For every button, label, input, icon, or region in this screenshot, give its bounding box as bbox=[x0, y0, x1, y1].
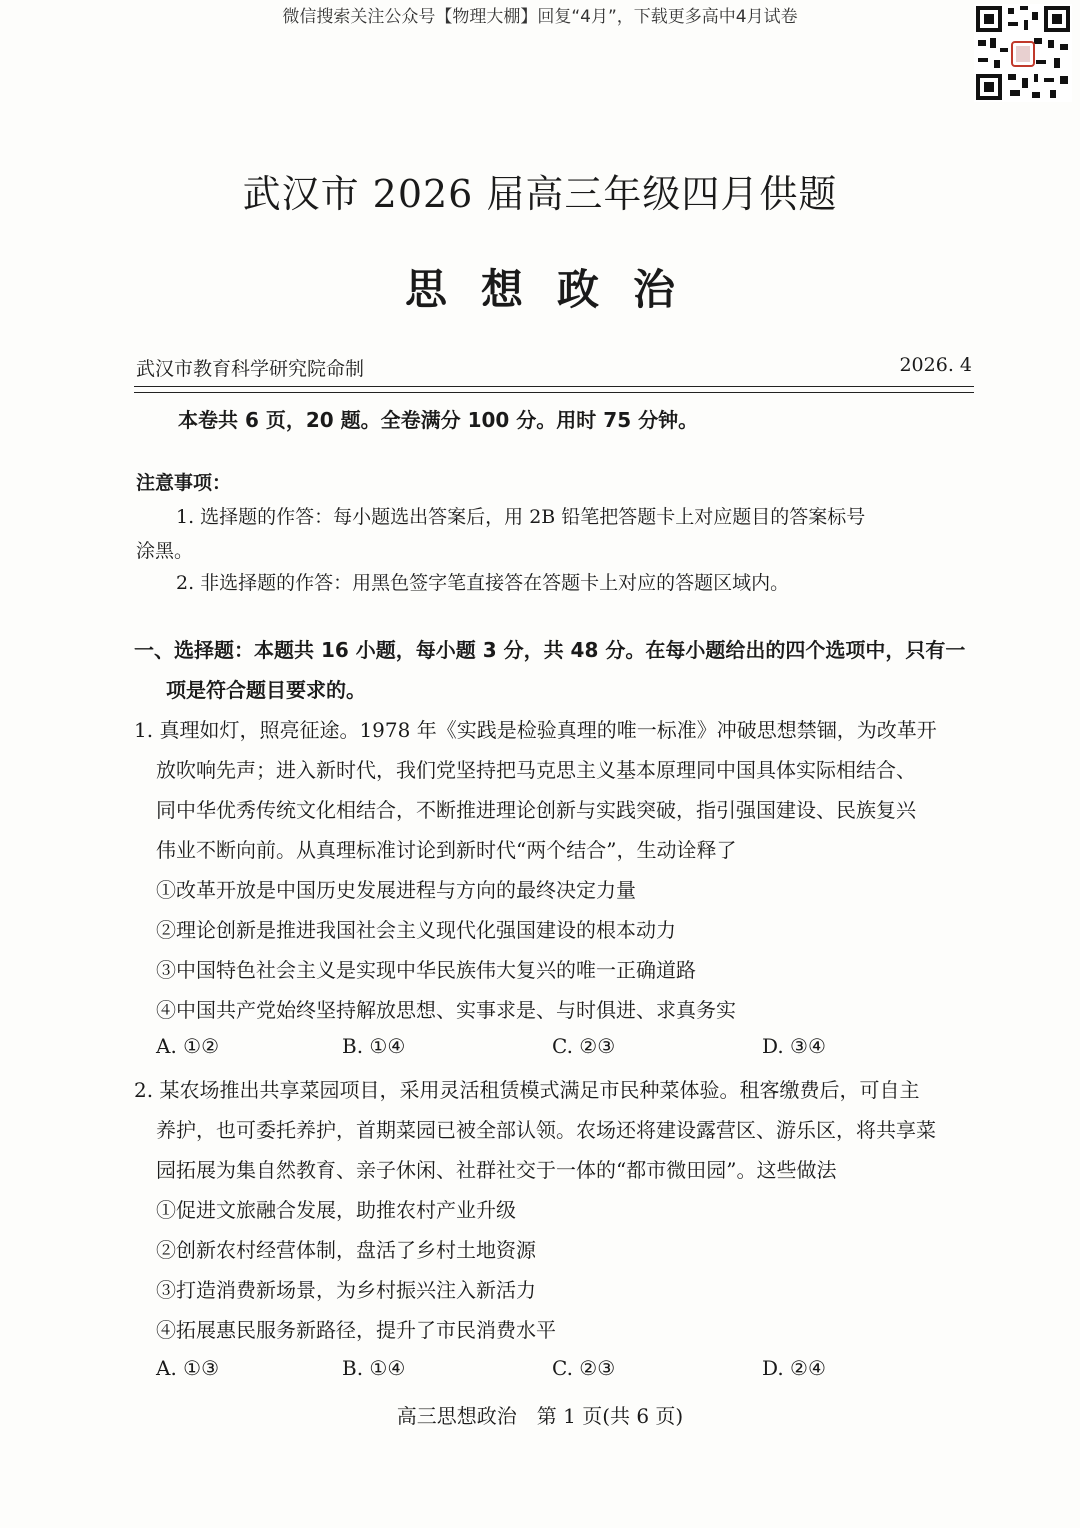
q1-statement-1: ①改革开放是中国历史发展进程与方向的最终决定力量 bbox=[156, 878, 636, 902]
top-banner: 微信搜索关注公众号【物理大棚】回复“4月”，下载更多高中4月试卷 bbox=[282, 7, 798, 27]
author-line: 武汉市教育科学研究院命制 bbox=[136, 358, 365, 380]
header-rule-thick bbox=[134, 386, 974, 387]
q1-statement-3: ③中国特色社会主义是实现中华民族伟大复兴的唯一正确道路 bbox=[156, 958, 696, 982]
q2-statement-4: ④拓展惠民服务新路径，提升了市民消费水平 bbox=[156, 1318, 556, 1342]
q2-choice-a: A. ①③ bbox=[156, 1356, 220, 1380]
q1-stem-line-4: 伟业不断向前。从真理标准讨论到新时代“两个结合”，生动诠释了 bbox=[156, 838, 737, 862]
q1-stem-line-1: 1. 真理如灯，照亮征途。1978 年《实践是检验真理的唯一标准》冲破思想禁锢，为改革开 bbox=[134, 718, 937, 742]
section-heading-line-1: 一、选择题：本题共 16 小题，每小题 3 分，共 48 分。在每小题给出的四个选项中，只有一 bbox=[134, 638, 966, 662]
q2-choice-d: D. ②④ bbox=[762, 1356, 826, 1380]
q1-choice-d: D. ③④ bbox=[762, 1034, 826, 1058]
q1-statement-4: ④中国共产党始终坚持解放思想、实事求是、与时俱进、求真务实 bbox=[156, 998, 736, 1022]
notes-heading: 注意事项： bbox=[136, 472, 232, 494]
q2-stem-line-1: 2. 某农场推出共享菜园项目，采用灵活租赁模式满足市民种菜体验。租客缴费后，可自主 bbox=[134, 1078, 920, 1102]
header-rule-thin bbox=[134, 392, 974, 393]
q1-statement-2: ②理论创新是推进我国社会主义现代化强国建设的根本动力 bbox=[156, 918, 676, 942]
q1-stem-line-2: 放吹响先声；进入新时代，我们党坚持把马克思主义基本原理同中国具体实际相结合、 bbox=[156, 758, 916, 782]
q2-statement-2: ②创新农村经营体制，盘活了乡村土地资源 bbox=[156, 1238, 536, 1262]
qr-code-icon bbox=[974, 4, 1072, 102]
page-footer: 高三思想政治 第 1 页(共 6 页) bbox=[396, 1404, 684, 1428]
q2-statement-1: ①促进文旅融合发展，助推农村产业升级 bbox=[156, 1198, 516, 1222]
exam-intro: 本卷共 6 页，20 题。全卷满分 100 分。用时 75 分钟。 bbox=[178, 408, 699, 432]
section-heading-line-2: 项是符合题目要求的。 bbox=[166, 678, 366, 702]
exam-title: 武汉市 2026 届高三年级四月供题 bbox=[242, 172, 838, 216]
note-item-1-line-1: 1. 选择题的作答：每小题选出答案后，用 2B 铅笔把答题卡上对应题目的答案标号 bbox=[176, 506, 866, 528]
q1-choice-b: B. ①④ bbox=[342, 1034, 406, 1058]
q1-stem-line-3: 同中华优秀传统文化相结合，不断推进理论创新与实践突破，指引强国建设、民族复兴 bbox=[156, 798, 916, 822]
q2-stem-line-3: 园拓展为集自然教育、亲子休闲、社群社交于一体的“都市微田园”。这些做法 bbox=[156, 1158, 837, 1182]
exam-date: 2026. 4 bbox=[899, 354, 972, 376]
q2-choice-c: C. ②③ bbox=[552, 1356, 616, 1380]
q1-choice-c: C. ②③ bbox=[552, 1034, 616, 1058]
q2-choice-b: B. ①④ bbox=[342, 1356, 406, 1380]
subject-title: 思想政治 bbox=[404, 265, 709, 314]
q2-statement-3: ③打造消费新场景，为乡村振兴注入新活力 bbox=[156, 1278, 536, 1302]
q2-stem-line-2: 养护，也可委托养护，首期菜园已被全部认领。农场还将建设露营区、游乐区，将共享菜 bbox=[156, 1118, 936, 1142]
note-item-2: 2. 非选择题的作答：用黑色签字笔直接答在答题卡上对应的答题区域内。 bbox=[176, 572, 790, 594]
q1-choice-a: A. ①② bbox=[156, 1034, 220, 1058]
note-item-1-line-2: 涂黑。 bbox=[136, 540, 194, 562]
